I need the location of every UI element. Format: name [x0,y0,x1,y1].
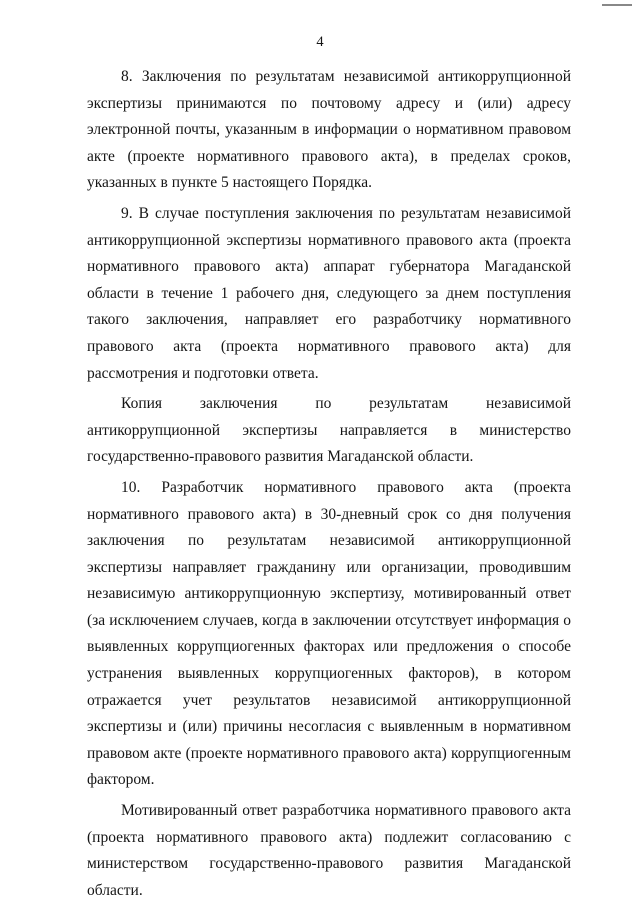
paragraph-9: 9. В случае поступления заключения по результатам независимой антикоррупционной экспертизы нормативного правового акта (проекта нормативного правового акта) аппарат губернатора Магаданской области в течение 1 рабочего дня, следующего за днем поступления такого заключения, направляет его разработчику нормативного правового акта (проекта нормативного правового акта) для рассмотрения и подготовки ответа. [87,204,571,382]
paragraph-10: 10. Разработчик нормативного правового акта (проекта нормативного правового акта) в 30-дневный срок со дня получения заключения по результатам независимой антикоррупционной экспертизы направляет гражданину или организации, проводившим независимую антикоррупционную экспертизу, мотивированный ответ (за исключением случаев, когда в заключении отсутствует информация о выявленных коррупциогенных факторах или предложения о способе устранения выявленных коррупциогенных факторов), в котором отражается учет результатов независимой антикоррупционной экспертизы и (или) причины несогласия с выявленным в нормативном правовом акте (проекте нормативного правового акта) коррупциогенным фактором. [87,478,571,789]
paragraph-9-copy-note: Копия заключения по результатам независимой антикоррупционной экспертизы направляется в министерство государственно-правового развития Магаданской области. [87,395,571,466]
document-body [87,64,571,908]
paragraph-10-approval-note: Мотивированный ответ разработчика нормативного правового акта (проекта нормативного правового акта) подлежит согласованию с министерством государственно-правового развития Магаданской области. [87,802,571,899]
scan-corner-mark [602,4,632,6]
page-number: 4 [316,34,324,50]
paragraph-8: 8. Заключения по результатам независимой антикоррупционной экспертизы принимаются по почтовому адресу и (или) адресу электронной почты, указанным в информации о нормативном правовом акте (проекте нормативного правового акта), в пределах сроков, указанных в пункте 5 настоящего Порядка. [87,68,571,192]
